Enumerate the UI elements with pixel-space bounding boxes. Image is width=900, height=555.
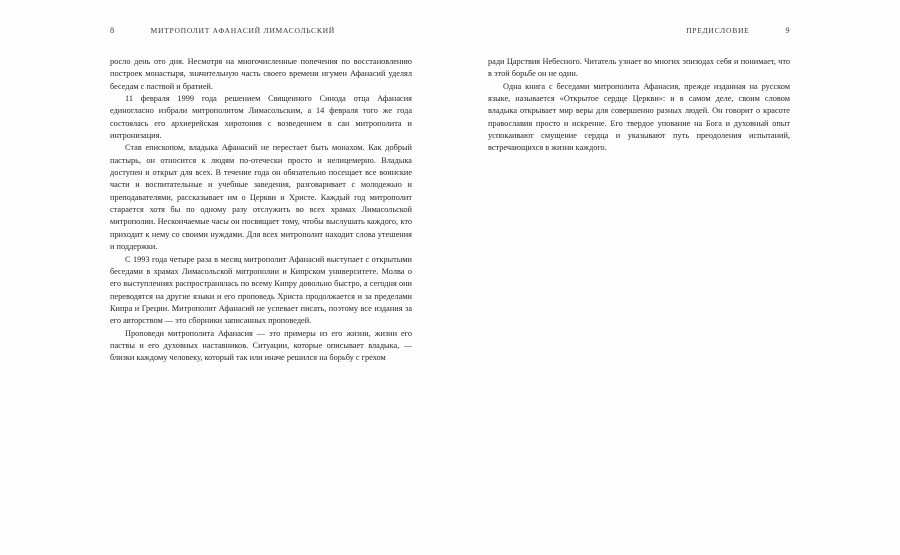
right-body-text xyxy=(488,56,790,155)
left-running-head xyxy=(110,26,412,40)
right-running-head xyxy=(488,26,790,40)
paragraph: ради Царствия Небесного. Читатель узнает во многих эпизодах себя и понимает, что в этой борьбе он не один. xyxy=(488,57,790,79)
paragraph: С 1993 года четыре раза в месяц митрополит Афанасий выступает с открытыми беседами в храмах Лимасольской митрополии и Кипрском университете. Молва о его выступлениях распространялась по всему Кипру довольно быстро, а сегодня они переводятся на другие языки и его проповедь Христа продолжается и за пределами Кипра и Греции. Митрополит Афанасий не успевает писать, поэтому все издания за его авторством — это сборники записанных проповедей. xyxy=(110,254,412,326)
left-running-head-title: МИТРОПОЛИТ АФАНАСИЙ ЛИМАСОЛЬСКИЙ xyxy=(150,26,335,35)
paragraph: 11 февраля 1999 года решением Священного Синода отца Афанасия единогласно избрали митрополитом Лимасольским, а 14 февраля того же года состоялась его архиерейская хиротония с возведением в сан митрополита и интронизация. xyxy=(110,94,412,141)
left-folio: 8 xyxy=(110,26,115,35)
paragraph: росло день ото дня. Несмотря на многочисленные попечения по восстановлению построек монастыря, значительную часть своего времени игумен Афанасий уделял беседам с паствой и братией. xyxy=(110,57,412,91)
left-body-text xyxy=(110,56,412,365)
right-folio: 9 xyxy=(785,26,790,35)
paragraph: Проповеди митрополита Афанасия — это примеры из его жизни, жизни его паствы и его духовных наставников. Ситуации, которые описывает владыка, — близки каждому человеку, который так или иначе решился на борьбу с грехом xyxy=(110,328,412,363)
right-page xyxy=(450,0,900,555)
paragraph: Став епископом, владыка Афанасий не перестает быть монахом. Как добрый пастырь, он относится к людям по-отечески просто и нелицемерно. Владыка доступен и открыт для всех. В течение года он обязательно посещает все воинские части и воспитательные и учебные заведения, разговаривает с молодежью и преподавателями, рассказывает им о Церкви и Христе. Каждый год митрополит старается хотя бы по одному разу отслужить во всех храмах Лимасольской митрополии. Нескончаемые часы он посвящает тому, чтобы выслушать каждого, кто приходит к нему со своими нуждами. Для всех митрополит находит слова утешения и поддержки. xyxy=(110,143,412,252)
right-running-head-title: ПРЕДИСЛОВИЕ xyxy=(686,26,750,35)
paragraph: Одна книга с беседами митрополита Афанасия, прежде изданная на русском языке, называется «Открытое сердце Церкви»: и в самом деле, своим словом владыка открывает мир веры для совершенно разных людей. Он говорит о красоте православия просто и искренне. Его твердое упование на Бога и духовный опыт успокаивают смущение сердца и указывают путь преодоления испытаний, встречающихся в жизни каждого. xyxy=(488,81,790,153)
